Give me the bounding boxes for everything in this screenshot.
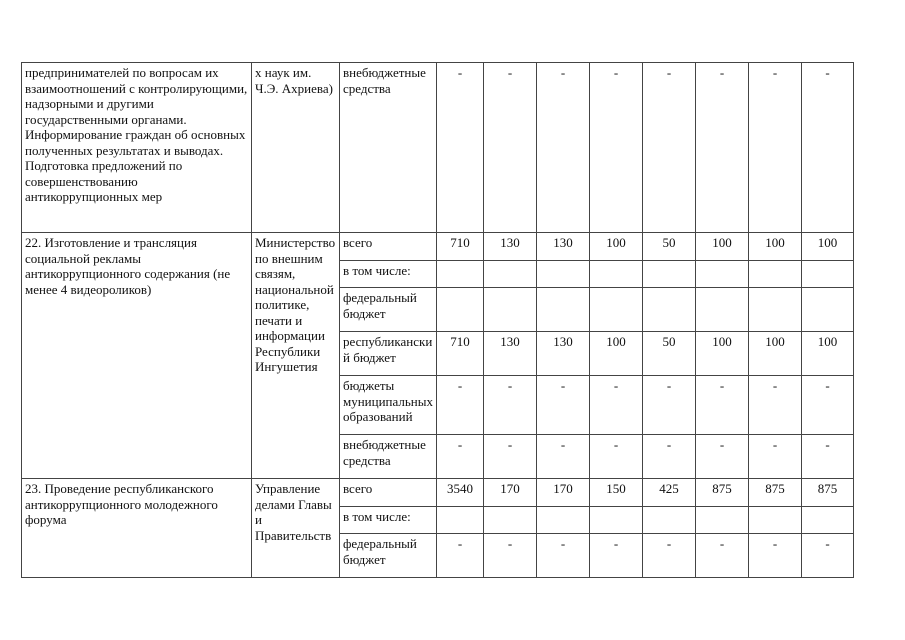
budget-table-body <box>22 63 854 578</box>
value-cell: - <box>437 534 484 578</box>
source-label-cell: внебюджетные средства <box>340 63 437 233</box>
value-cell <box>749 261 802 288</box>
value-cell: 100 <box>802 332 854 376</box>
value-cell: 100 <box>802 233 854 261</box>
value-cell: - <box>802 534 854 578</box>
value-cell <box>590 288 643 332</box>
value-cell: - <box>484 534 537 578</box>
value-cell: - <box>590 534 643 578</box>
value-cell: - <box>749 376 802 435</box>
value-cell <box>590 261 643 288</box>
value-cell: 710 <box>437 233 484 261</box>
table-row <box>22 233 854 261</box>
value-cell: 100 <box>696 233 749 261</box>
value-cell: - <box>749 435 802 479</box>
source-label-cell: всего <box>340 233 437 261</box>
value-cell: 50 <box>643 332 696 376</box>
value-cell: 130 <box>484 233 537 261</box>
source-label-cell: в том числе: <box>340 261 437 288</box>
value-cell: - <box>437 63 484 233</box>
value-cell <box>437 288 484 332</box>
value-cell: 875 <box>696 479 749 507</box>
value-cell <box>437 261 484 288</box>
value-cell: 130 <box>537 233 590 261</box>
value-cell: - <box>696 534 749 578</box>
value-cell: - <box>643 534 696 578</box>
value-cell: 130 <box>484 332 537 376</box>
value-cell: - <box>749 534 802 578</box>
value-cell <box>749 288 802 332</box>
executor-cell: Министерство по внешним связям, национальной политике, печати и информации Республики Ингушетия <box>252 233 340 479</box>
value-cell: - <box>749 63 802 233</box>
value-cell: - <box>590 435 643 479</box>
budget-table-page <box>21 62 854 578</box>
value-cell: - <box>484 376 537 435</box>
value-cell: - <box>437 376 484 435</box>
value-cell: - <box>802 435 854 479</box>
value-cell: - <box>590 376 643 435</box>
value-cell: - <box>643 435 696 479</box>
value-cell <box>802 507 854 534</box>
value-cell: 875 <box>802 479 854 507</box>
value-cell: - <box>643 376 696 435</box>
value-cell <box>802 261 854 288</box>
value-cell <box>643 261 696 288</box>
value-cell <box>696 507 749 534</box>
source-label-cell: федеральный бюджет <box>340 534 437 578</box>
value-cell: - <box>537 63 590 233</box>
value-cell: 3540 <box>437 479 484 507</box>
value-cell: - <box>802 63 854 233</box>
value-cell: - <box>437 435 484 479</box>
value-cell <box>537 288 590 332</box>
value-cell: 100 <box>590 233 643 261</box>
value-cell: 100 <box>749 332 802 376</box>
value-cell <box>590 507 643 534</box>
value-cell <box>484 507 537 534</box>
value-cell: 130 <box>537 332 590 376</box>
value-cell <box>537 261 590 288</box>
source-label-cell: федеральный бюджет <box>340 288 437 332</box>
value-cell: 710 <box>437 332 484 376</box>
value-cell: - <box>696 435 749 479</box>
value-cell <box>537 507 590 534</box>
value-cell: 875 <box>749 479 802 507</box>
value-cell <box>484 288 537 332</box>
value-cell <box>802 288 854 332</box>
source-label-cell: бюджеты муниципальных образований <box>340 376 437 435</box>
value-cell: - <box>696 376 749 435</box>
source-label-cell: внебюджетные средства <box>340 435 437 479</box>
value-cell: 150 <box>590 479 643 507</box>
value-cell: - <box>696 63 749 233</box>
value-cell: 100 <box>696 332 749 376</box>
value-cell: - <box>484 435 537 479</box>
activity-cell: 22. Изготовление и трансляция социальной рекламы антикоррупционного содержания (не менее 4 видеороликов) <box>22 233 252 479</box>
value-cell <box>696 288 749 332</box>
value-cell <box>643 507 696 534</box>
value-cell: - <box>537 376 590 435</box>
source-label-cell: в том числе: <box>340 507 437 534</box>
value-cell <box>749 507 802 534</box>
value-cell <box>484 261 537 288</box>
value-cell <box>643 288 696 332</box>
value-cell: - <box>537 534 590 578</box>
table-row <box>22 63 854 233</box>
value-cell <box>696 261 749 288</box>
source-label-cell: республиканский бюджет <box>340 332 437 376</box>
table-row <box>22 479 854 507</box>
executor-cell: Управление делами Главы и Правительств <box>252 479 340 578</box>
value-cell <box>437 507 484 534</box>
value-cell: - <box>537 435 590 479</box>
value-cell: 100 <box>590 332 643 376</box>
value-cell: 170 <box>537 479 590 507</box>
value-cell: - <box>643 63 696 233</box>
value-cell: - <box>590 63 643 233</box>
value-cell: 100 <box>749 233 802 261</box>
value-cell: - <box>802 376 854 435</box>
value-cell: 50 <box>643 233 696 261</box>
source-label-cell: всего <box>340 479 437 507</box>
budget-table <box>21 62 854 578</box>
activity-cell: предпринимателей по вопросам их взаимоотношений с контролирующими, надзорными и другими государственными органами. Информирование граждан об основных полученных результатах и выводах. Подготовка предложений по совершенствованию антикоррупционных мер <box>22 63 252 233</box>
activity-cell: 23. Проведение республиканского антикоррупционного молодежного форума <box>22 479 252 578</box>
value-cell: - <box>484 63 537 233</box>
value-cell: 425 <box>643 479 696 507</box>
value-cell: 170 <box>484 479 537 507</box>
executor-cell: х наук им. Ч.Э. Ахриева) <box>252 63 340 233</box>
